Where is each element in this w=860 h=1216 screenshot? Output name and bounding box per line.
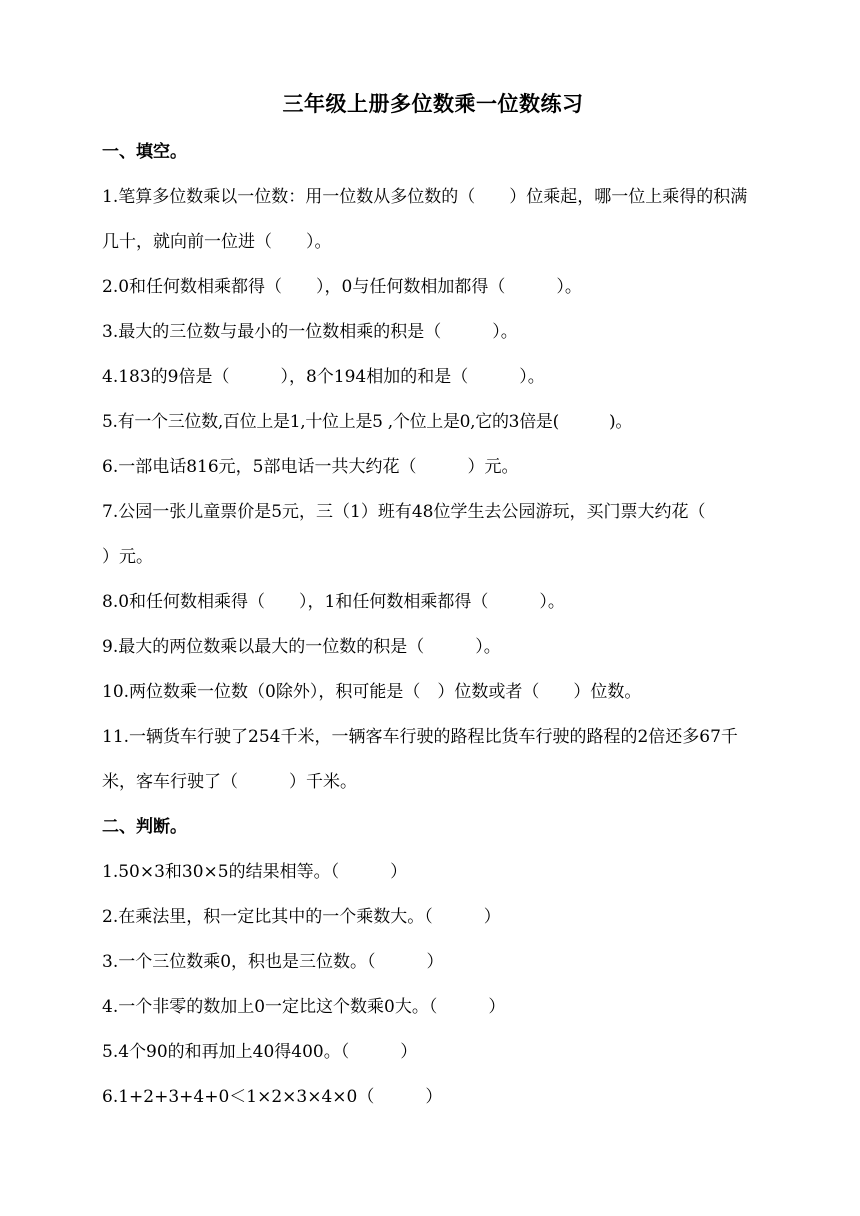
question-item: 7.公园一张儿童票价是5元，三（1）班有48位学生去公园游玩，买门票大约花（ ）元。: [102, 502, 757, 567]
question-item: 6.一部电话816元，5部电话一共大约花（ ）元。: [102, 457, 519, 477]
question-item: 3.一个三位数乘0，积也是三位数。（ ）: [102, 952, 444, 972]
section-heading-judge: 二、判断。: [102, 817, 187, 837]
question-item: 9.最大的两位数乘以最大的一位数的积是（ ）。: [102, 637, 501, 657]
question-item: 4.183的9倍是（ ），8个194相加的和是（ ）。: [102, 367, 545, 387]
question-item: 10.两位数乘一位数（0除外），积可能是（ ）位数或者（ ）位数。: [102, 682, 642, 702]
question-item: 5.4个90的和再加上40得400。（ ）: [102, 1042, 418, 1062]
question-item: 11.一辆货车行驶了254千米，一辆客车行驶的路程比货车行驶的路程的2倍还多67千米，客车行驶了（ ）千米。: [102, 727, 738, 792]
section-heading-fill-in: 一、填空。: [102, 142, 187, 162]
question-item: 3.最大的三位数与最小的一位数相乘的积是（ ）。: [102, 322, 518, 342]
fill-in-question-list: [102, 175, 764, 805]
question-item: 8.0和任何数相乘得（ ），1和任何数相乘都得（ ）。: [102, 592, 565, 612]
judge-question-list: [102, 850, 764, 1120]
page-title: 三年级上册多位数乘一位数练习: [282, 92, 584, 116]
question-item: 6.1+2+3+4+0＜1×2×3×4×0（ ）: [102, 1087, 443, 1107]
question-item: 2.在乘法里，积一定比其中的一个乘数大。（ ）: [102, 907, 501, 927]
question-item: 4.一个非零的数加上0一定比这个数乘0大。（ ）: [102, 997, 506, 1017]
question-item: 5.有一个三位数,百位上是1,十位上是5 ,个位上是0,它的3倍是( )。: [102, 412, 633, 432]
question-item: 1.50×3和30×5的结果相等。（ ）: [102, 862, 408, 882]
question-item: 2.0和任何数相乘都得（ ），0与任何数相加都得（ ）。: [102, 277, 582, 297]
question-item: 1.笔算多位数乘以一位数：用一位数从多位数的（ ）位乘起，哪一位上乘得的积满几十，就向前一位进（ ）。: [102, 187, 748, 252]
